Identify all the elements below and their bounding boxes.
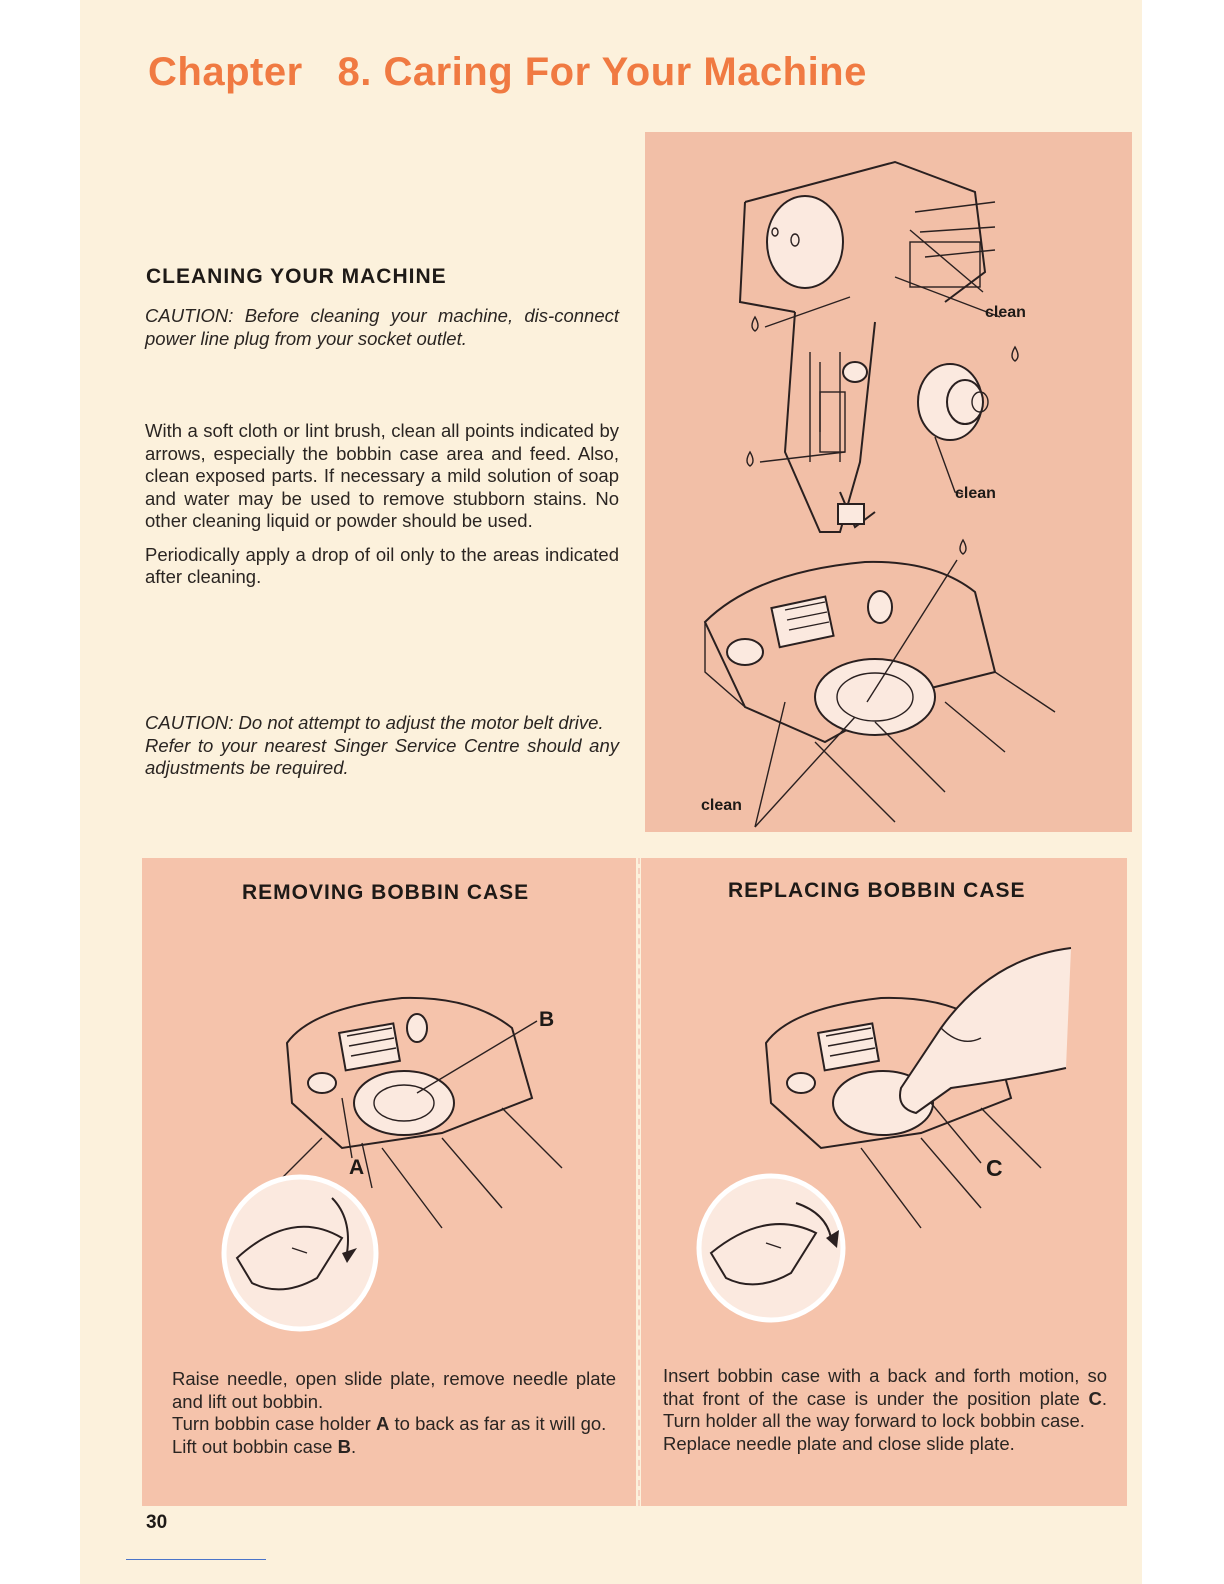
caution-motor-text: CAUTION: Do not attempt to adjust the motor belt drive.: [145, 712, 604, 733]
removing-instructions: [172, 1368, 616, 1458]
label-c: C: [986, 1155, 1003, 1181]
caution-motor: [145, 712, 619, 780]
caution-service-text: Refer to your nearest Singer Service Centre should any adjustments be required.: [145, 734, 619, 778]
oil-drop-icon: [1012, 347, 1018, 361]
replacing-line-1-pre: Insert bobbin case with a back and forth motion, so that front of the case is under the position plate: [663, 1365, 1107, 1409]
cleaning-body-1: With a soft cloth or lint brush, clean all points indicated by arrows, especially the bobbin case area and feed. Also, clean exposed parts. If necessary a mild solution of soap and water may be used to remove stubborn stains. No other cleaning liquid or powder should be used.: [145, 420, 619, 531]
page-number: 30: [146, 1512, 168, 1533]
removing-line-3-post: .: [350, 1435, 357, 1457]
replacing-instructions: [663, 1365, 1107, 1455]
clean-label-3: clean: [701, 797, 742, 814]
cleaning-instructions: [145, 420, 619, 589]
oil-drop-icon: [960, 540, 966, 554]
label-a: A: [349, 1156, 365, 1179]
cleaning-heading: CLEANING YOUR MACHINE: [146, 265, 447, 288]
removing-line-2-post: to back as far as it will go.: [389, 1413, 607, 1434]
panel-divider: [638, 858, 640, 1506]
machine-cleaning-illustration: [645, 132, 1132, 832]
removing-bobbin-illustration: [142, 858, 636, 1328]
chapter-title: Chapter 8. Caring For Your Machine: [148, 50, 867, 94]
removing-line-3: [172, 1436, 616, 1459]
replacing-line-1-bold: C: [1088, 1387, 1102, 1409]
replacing-line-2: Replace needle plate and close slide plate.: [663, 1432, 1015, 1454]
label-b: B: [539, 1008, 555, 1031]
replacing-line-1: [663, 1365, 1107, 1433]
replacing-bobbin-illustration: [641, 858, 1127, 1328]
detail-circle-replace: [699, 1176, 843, 1320]
caution-disconnect-text: CAUTION: Before cleaning your machine, dis-connect power line plug from your socket outlet.: [145, 305, 619, 349]
oil-drop-icon: [752, 317, 758, 331]
removing-line-3-pre: Lift out bobbin case: [172, 1435, 338, 1457]
oil-drop-icon: [747, 452, 753, 466]
cleaning-body-2: Periodically apply a drop of oil only to the areas indicated after cleaning.: [145, 543, 619, 587]
clean-label-2: clean: [955, 485, 996, 502]
removing-line-3-bold: B: [337, 1435, 351, 1457]
clean-label-1: clean: [985, 304, 1026, 321]
removing-line-2-bold: A: [375, 1413, 390, 1434]
removing-line-2: [172, 1413, 616, 1436]
caution-disconnect: [145, 305, 619, 350]
removing-line-2-pre: Turn bobbin case holder: [172, 1413, 376, 1434]
bottom-rule: [126, 1559, 266, 1560]
replacing-line-1-post: . Turn holder all the way forward to lock bobbin case.: [663, 1387, 1107, 1431]
removing-line-1: Raise needle, open slide plate, remove needle plate and lift out bobbin.: [172, 1368, 616, 1412]
removing-heading: REMOVING BOBBIN CASE: [242, 881, 530, 904]
replacing-heading: REPLACING BOBBIN CASE: [728, 879, 1026, 902]
